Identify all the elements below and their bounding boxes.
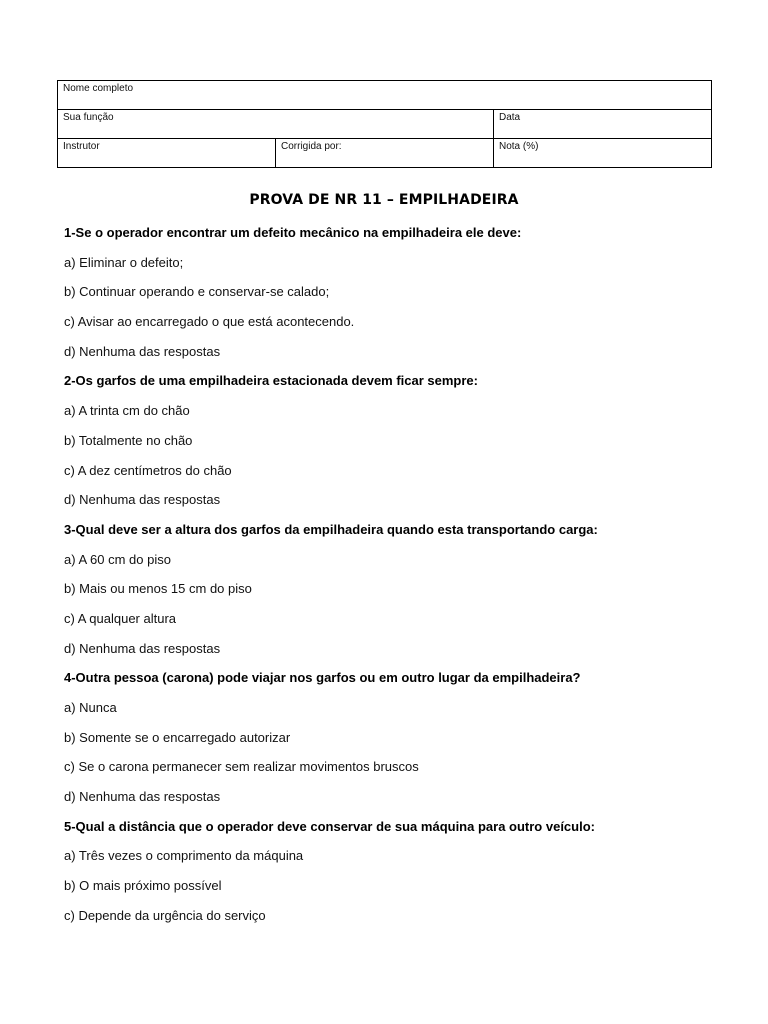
answer-option: c) Avisar ao encarregado o que está acontecendo. [64, 314, 355, 330]
question-text: 4-Outra pessoa (carona) pode viajar nos garfos ou em outro lugar da empilhadeira? [64, 670, 581, 686]
answer-option: a) Três vezes o comprimento da máquina [64, 848, 304, 864]
question-3 [64, 520, 744, 659]
answer-option: b) Totalmente no chão [64, 432, 193, 448]
answer-option: c) Depende da urgência do serviço [64, 907, 266, 923]
question-text: 1-Se o operador encontrar um defeito mecânico na empilhadeira ele deve: [64, 225, 522, 240]
sua-funcao-field[interactable]: Sua função [58, 110, 494, 139]
nota-field[interactable]: Nota (%) [494, 139, 712, 168]
answer-option: b) O mais próximo possível [64, 878, 222, 894]
questions-list [64, 223, 744, 936]
question-text: 2-Os garfos de uma empilhadeira estacionada devem ficar sempre: [64, 373, 478, 389]
answer-option: d) Nenhuma das respostas [64, 343, 221, 359]
answer-option: d) Nenhuma das respostas [64, 789, 221, 805]
answer-option: a) A trinta cm do chão [64, 403, 190, 419]
nome-completo-field[interactable]: Nome completo [58, 81, 712, 110]
exam-title: PROVA DE NR 11 – EMPILHADEIRA [249, 192, 519, 208]
exam-header-form [57, 80, 712, 168]
question-1 [64, 223, 744, 362]
question-4 [64, 668, 744, 807]
answer-option: c) A qualquer altura [64, 610, 177, 626]
answer-option: d) Nenhuma das respostas [64, 492, 221, 508]
instrutor-field[interactable]: Instrutor [58, 139, 276, 168]
answer-option: a) Eliminar o defeito; [64, 254, 184, 270]
answer-option: a) Nunca [64, 700, 117, 715]
question-2 [64, 371, 744, 510]
answer-option: b) Continuar operando e conservar-se calado; [64, 284, 330, 300]
question-text: 5-Qual a distância que o operador deve conservar de sua máquina para outro veículo: [64, 818, 595, 834]
data-field[interactable]: Data [494, 110, 712, 139]
corrigida-por-field[interactable]: Corrigida por: [276, 139, 494, 168]
answer-option: a) A 60 cm do piso [64, 551, 171, 567]
question-text: 3-Qual deve ser a altura dos garfos da empilhadeira quando esta transportando carga: [64, 521, 598, 537]
answer-option: b) Somente se o encarregado autorizar [64, 729, 291, 745]
answer-option: c) A dez centímetros do chão [64, 462, 232, 478]
answer-option: c) Se o carona permanecer sem realizar movimentos bruscos [64, 759, 419, 775]
question-5 [64, 817, 744, 926]
answer-option: b) Mais ou menos 15 cm do piso [64, 581, 252, 597]
answer-option: d) Nenhuma das respostas [64, 640, 221, 656]
